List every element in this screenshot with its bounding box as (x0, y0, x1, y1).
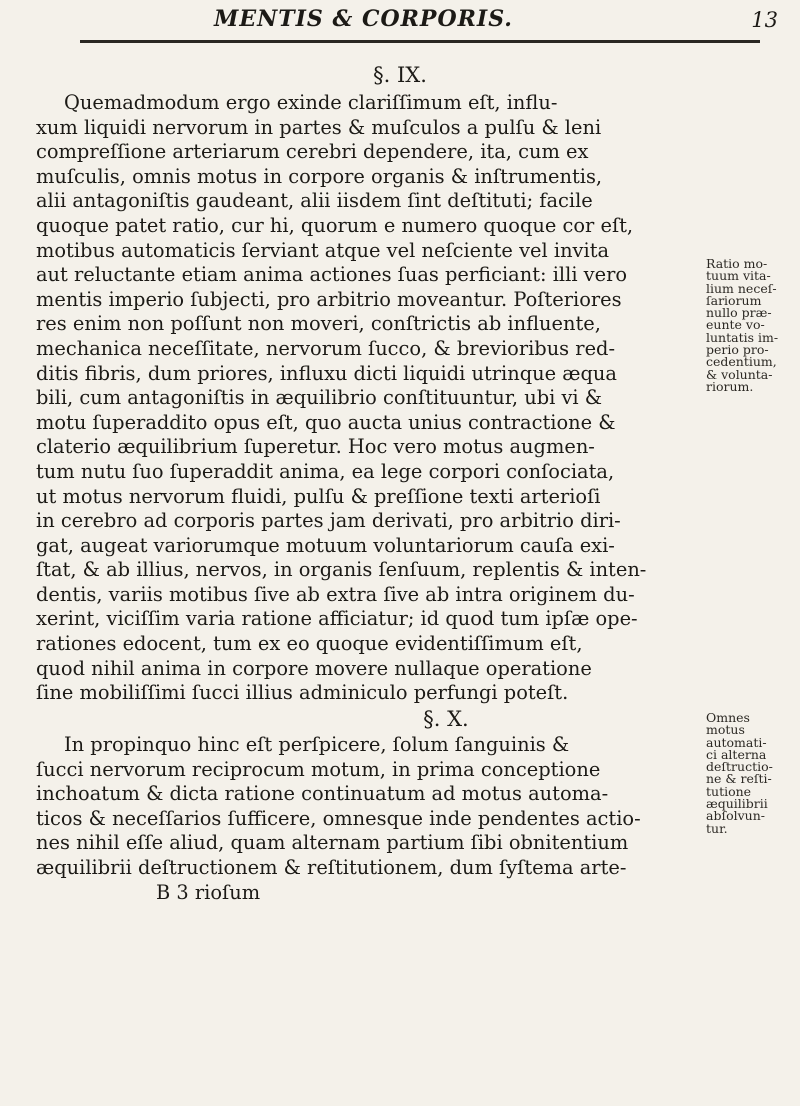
text-line: rationes edocent, tum ex eo quoque evidentiſſimum eſt, (36, 632, 583, 656)
margin-note-line: ci alterna (706, 746, 767, 762)
text-line: Quemadmodum ergo exinde clariſſimum eſt, influ- (64, 91, 558, 114)
text-line: alii antagoniſtis gaudeant, alii iisdem ſint deſtituti; facile (36, 189, 593, 213)
margin-note-line: deſtructio- (706, 759, 773, 775)
page-header (0, 6, 800, 40)
text-line: nes nihil eſſe aliud, quam alternam partium ſibi obnitentium (36, 831, 629, 855)
text-line: aut reluctante etiam anima actiones ſuas perficiant: illi vero (36, 263, 628, 287)
text-line: motu ſuperaddito opus eſt, quo aucta unius contractione & (36, 410, 616, 434)
margin-note-line: eunte vo- (706, 317, 765, 333)
text-line: in cerebro ad corporis partes jam derivati, pro arbitrio diri- (36, 509, 621, 533)
text-line: xum liquidi nervorum in partes & muſculos a pulſu & leni (36, 115, 602, 139)
text-line: dentis, variis motibus ſive ab extra ſive ab intra originem du- (36, 582, 635, 606)
section-ix-text (36, 91, 720, 706)
text-line: B 3 rioſum (156, 880, 261, 904)
margin-note-line: abſolvun- (706, 808, 765, 824)
margin-note-line: ne & reſti- (706, 771, 772, 787)
header-rule (80, 40, 760, 43)
margin-note-line: riorum. (706, 378, 754, 394)
text-line: quoque patet ratio, cur hi, quorum e numero quoque cor eſt, (36, 213, 634, 237)
text-line: ut motus nervorum fluidi, pulſu & preſſione texti arterioſi (36, 484, 601, 508)
text-line: res enim non poſſunt non moveri, conſtrictis ab influente, (36, 312, 601, 336)
text-line: tum nutu ſuo ſuperaddit anima, ea lege corpori conſociata, (36, 459, 615, 483)
margin-note-line: Omnes (706, 710, 750, 725)
page-number: 13 (751, 8, 778, 32)
text-line: In propinquo hinc eſt perſpicere, ſolum ſanguinis & (64, 733, 570, 756)
margin-note-line: & volunta- (706, 366, 773, 382)
text-line: ſucci nervorum reciprocum motum, in prima conceptione (36, 757, 601, 781)
margin-note-line: æquilibrii (706, 796, 768, 812)
text-line: muſculis, omnis motus in corpore organis & inſtrumentis, (36, 164, 603, 188)
text-line: æquilibrii deſtructionem & reſtitutionem, dum ſyſtema arte- (36, 855, 627, 879)
margin-note-line: lium neceſ- (706, 280, 777, 296)
margin-note-line: motus (706, 722, 745, 738)
margin-note-line: tur. (706, 820, 728, 836)
margin-note-line: cedentium, (706, 354, 777, 370)
text-line: ſine mobiliſſimi ſucci illius adminiculo perfungi poteſt. (36, 681, 569, 705)
text-line: xerint, viciſſim varia ratione afficiatur; id quod tum ipſæ ope- (36, 607, 638, 631)
margin-note-line: perio pro- (706, 342, 769, 358)
margin-note-line: Ratio mo- (706, 256, 768, 271)
text-line: ticos & neceſſarios ſufficere, omnesque inde pendentes actio- (36, 806, 641, 830)
margin-note-line: luntatis im- (706, 329, 779, 345)
margin-note-line: tutione (706, 783, 752, 799)
section-heading-x: §. X. (423, 707, 469, 731)
section-heading-ix: §. IX. (373, 63, 427, 87)
text-line: ſtat, & ab illius, nervos, in organis ſenſuum, replentis & inten- (36, 558, 647, 582)
text-line: mechanica neceſſitate, nervorum ſucco, & brevioribus red- (36, 336, 616, 360)
text-line: claterio æquilibrium ſuperetur. Hoc vero motus augmen- (36, 435, 595, 459)
section-x-text (36, 733, 720, 905)
running-head: MENTIS & CORPORIS. (214, 6, 513, 32)
margin-note-line: tuum vita- (706, 268, 771, 284)
margin-note-line: nullo præ- (706, 305, 772, 321)
margin-note-line: automati- (706, 734, 767, 750)
text-line: bili, cum antagoniſtis in æquilibrio conſtituuntur, ubi vi & (36, 386, 603, 410)
text-line: gat, augeat variorumque motuum voluntariorum cauſa exi- (36, 533, 615, 557)
text-line: mentis imperio ſubjecti, pro arbitrio moveantur. Poſteriores (36, 287, 622, 311)
margin-note-omnes-motus (706, 712, 798, 835)
text-line: ditis fibris, dum priores, influxu dicti liquidi utrinque æqua (36, 361, 617, 385)
margin-note-line: ſariorum (706, 292, 762, 308)
text-line: compreſſione arteriarum cerebri dependere, ita, cum ex (36, 140, 589, 164)
text-line: inchoatum & dicta ratione continuatum ad motus automa- (36, 782, 609, 806)
text-line: motibus automaticis ſerviant atque vel neſciente vel invita (36, 238, 610, 262)
text-line: quod nihil anima in corpore movere nullaque operatione (36, 656, 592, 680)
margin-note-ratio-motuum (706, 258, 798, 393)
